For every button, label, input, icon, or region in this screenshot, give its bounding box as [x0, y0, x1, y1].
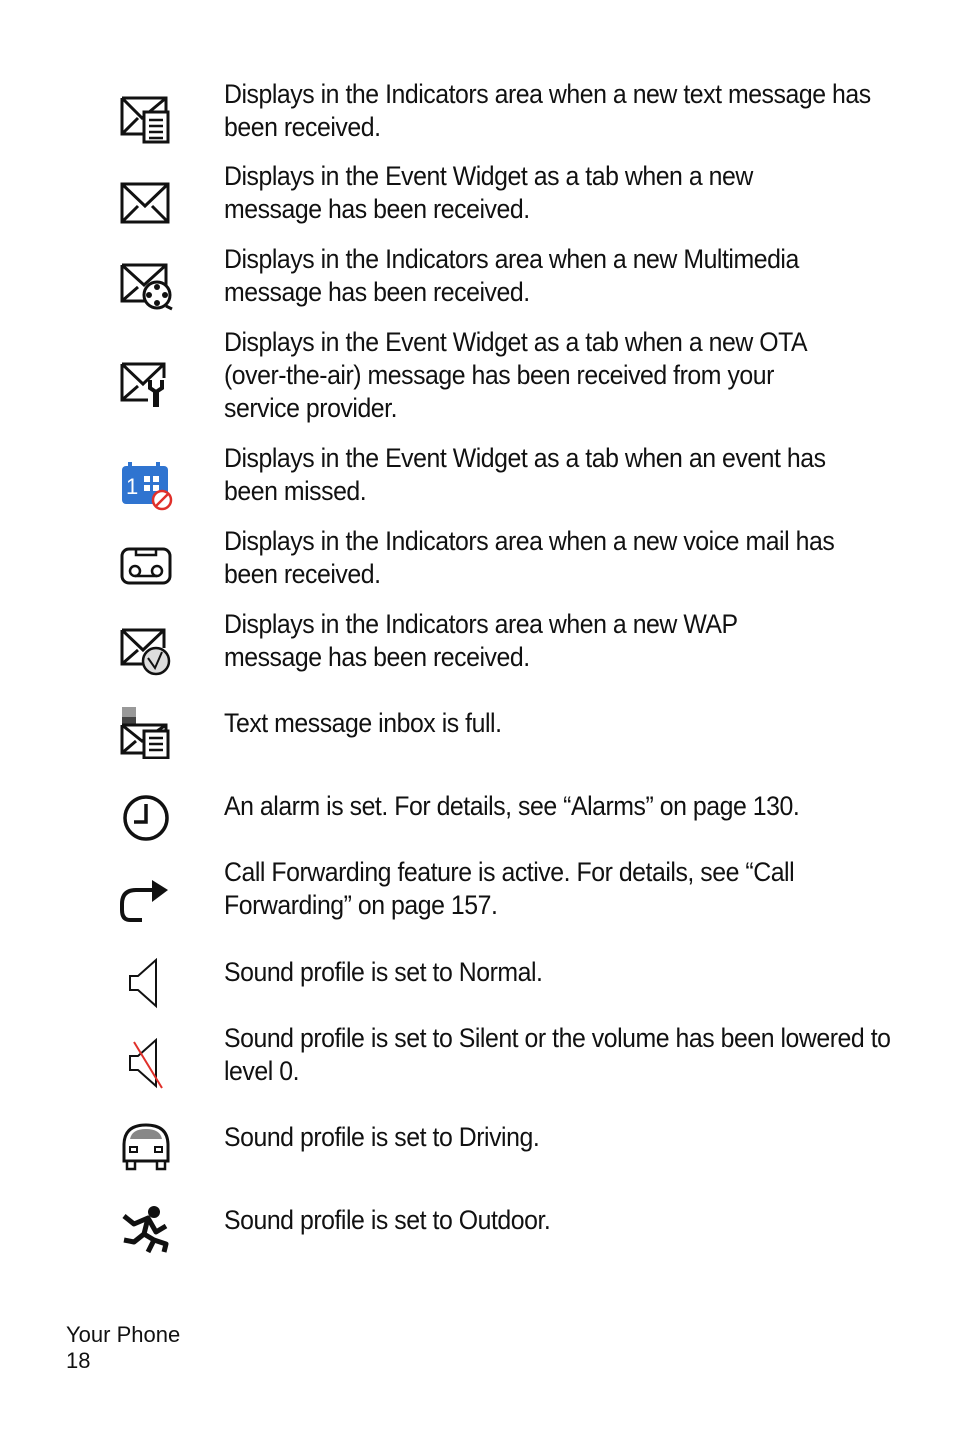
row-description: Sound profile is set to Driving. [224, 1122, 540, 1152]
row-description: Displays in the Indicators area when a new text message has been received. [224, 79, 871, 142]
speaker-normal-icon [118, 958, 174, 1010]
call-forwarding-icon [118, 874, 174, 926]
row-description: Call Forwarding feature is active. For details, see “Call Forwarding” on page 157. [224, 857, 795, 920]
missed-event-calendar-icon [118, 460, 174, 512]
row-description: Displays in the Indicators area when a new Multimedia message has been received. [224, 244, 799, 307]
row-description: An alarm is set. For details, see “Alarms” on page 130. [224, 791, 800, 821]
row-description: Sound profile is set to Outdoor. [224, 1205, 551, 1235]
inbox-full-icon [118, 707, 174, 759]
envelope-icon [118, 178, 174, 230]
row-description: Displays in the Indicators area when a new WAP message has been received. [224, 609, 738, 672]
running-person-icon [118, 1204, 174, 1256]
page-number: 18 [66, 1348, 91, 1373]
row-description: Sound profile is set to Normal. [224, 957, 543, 987]
page-footer [66, 1322, 180, 1374]
wap-message-icon [118, 626, 174, 678]
speaker-silent-icon [118, 1038, 174, 1090]
new-text-message-icon [118, 94, 174, 146]
ota-message-icon [118, 358, 174, 410]
row-description: Displays in the Indicators area when a new voice mail has been received. [224, 526, 835, 589]
row-description: Displays in the Event Widget as a tab when a new message has been received. [224, 161, 753, 224]
row-description: Displays in the Event Widget as a tab when an event has been missed. [224, 443, 826, 506]
row-description: Text message inbox is full. [224, 708, 502, 738]
multimedia-message-icon [118, 259, 174, 311]
voice-mail-icon [118, 541, 174, 593]
row-description: Sound profile is set to Silent or the volume has been lowered to level 0. [224, 1023, 891, 1086]
car-driving-icon [118, 1121, 174, 1173]
footer-section-title: Your Phone [66, 1322, 181, 1347]
row-description: Displays in the Event Widget as a tab when a new OTA (over-the-air) message has been received from your service provider. [224, 327, 806, 423]
calendar-badge-number: 1 [126, 474, 139, 499]
alarm-clock-icon [118, 792, 174, 844]
